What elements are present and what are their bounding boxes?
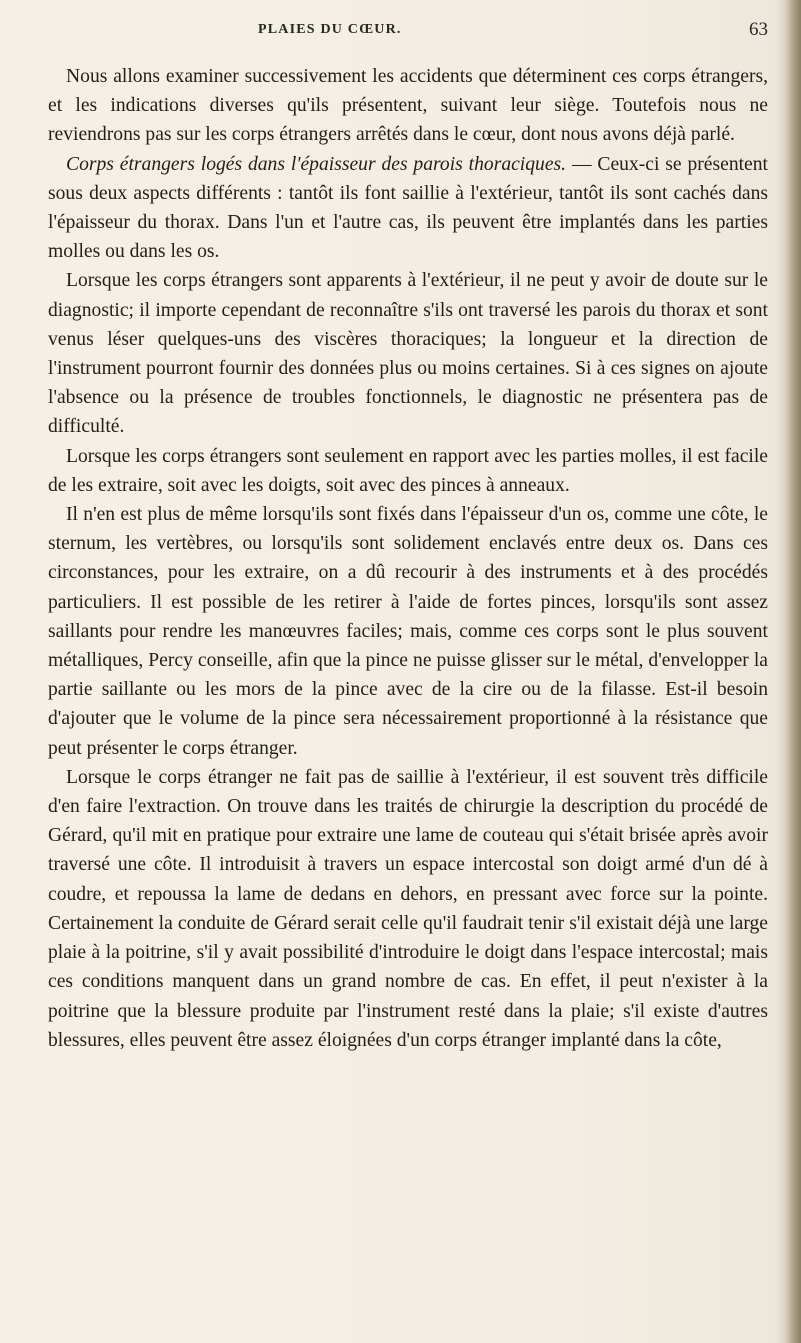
paragraph-2 <box>48 150 768 267</box>
paragraph-text: Nous allons examiner successivement les accidents que déterminent ces corps étrangers, et les indications diverses qu'ils présentent, suivant leur siège. Toutefois nous ne reviendrons pas sur les corps étrangers arrêtés dans le cœur, dont nous avons déjà parlé. <box>48 66 768 146</box>
paragraph-1 <box>48 62 768 150</box>
paragraph-text: Lorsque les corps étrangers sont seulement en rapport avec les parties molles, il est facile de les extraire, soit avec les doigts, soit avec des pinces à anneaux. <box>48 445 768 496</box>
body-text <box>48 62 768 1055</box>
paragraph-text: Lorsque le corps étranger ne fait pas de saillie à l'extérieur, il est souvent très difficile d'en faire l'extraction. On trouve dans les traités de chirurgie la description du procédé de Gérard, qu'il mit en pratique pour extraire une lame de couteau qui s'était brisée après avoir traversé une côte. Il introduisit à travers un espace intercostal son doigt armé d'un dé à coudre, et repoussa la lame de dedans en dehors, en pressant avec force sur la pointe. Certainement la conduite de Gérard serait celle qu'il faudrait tenir s'il existait déjà une large plaie à la poitrine, s'il y avait possibilité d'introduire le doigt dans l'espace intercostal; mais ces conditions manquent dans un grand nombre de cas. En effet, il peut n'exister à la poitrine que la blessure produite par l'instrument resté dans la plaie; s'il existe d'autres blessures, elles peuvent être assez éloignées d'un corps étranger implanté dans la côte, <box>48 766 768 1051</box>
paragraph-4 <box>48 442 768 500</box>
page-header <box>48 19 768 48</box>
page-number: 63 <box>749 19 768 40</box>
page-edge <box>785 0 801 1343</box>
section-heading: Corps étrangers logés dans l'épaisseur des parois thoraciques. <box>66 153 567 175</box>
paragraph-5 <box>48 500 768 763</box>
page-edge-shadow <box>775 0 785 1343</box>
paragraph-text: — Ceux-ci se présentent sous deux aspects différents : tantôt ils font saillie à l'extérieur, tantôt ils sont cachés dans l'épaisseur du thorax. Dans l'un et l'autre cas, ils peuvent être implantés dans les parties molles ou dans les os. <box>48 153 768 263</box>
paragraph-3 <box>48 266 768 441</box>
paragraph-text: Il n'en est plus de même lorsqu'ils sont fixés dans l'épaisseur d'un os, comme une côte, le sternum, les vertèbres, ou lorsqu'ils sont solidement enclavés entre deux os. Dans ces circonstances, pour les extraire, on a dû recourir à des instruments et à des procédés particuliers. Il est possible de les retirer à l'aide de fortes pinces, lorsqu'ils sont assez saillants pour rendre les manœuvres faciles; mais, comme ces corps sont le plus souvent métalliques, Percy conseille, afin que la pince ne puisse glisser sur le métal, d'envelopper la partie saillante ou les mors de la pince avec de la cire ou de la filasse. Est-il besoin d'ajouter que le volume de la pince sera nécessairement proportionné à la résistance que peut présenter le corps étranger. <box>48 504 768 759</box>
paragraph-text: Lorsque les corps étrangers sont apparents à l'extérieur, il ne peut y avoir de doute sur le diagnostic; il importe cependant de reconnaître s'ils ont traversé les parois du thorax et sont venus léser quelques-uns des viscères thoraciques; la longueur et la direction de l'instrument pourront fournir des données plus ou moins certaines. Si à ces signes on ajoute l'absence ou la présence de troubles fonctionnels, le diagnostic ne présentera pas de difficulté. <box>48 270 768 438</box>
paragraph-6 <box>48 763 768 1055</box>
running-head: PLAIES DU CŒUR. <box>258 22 402 37</box>
